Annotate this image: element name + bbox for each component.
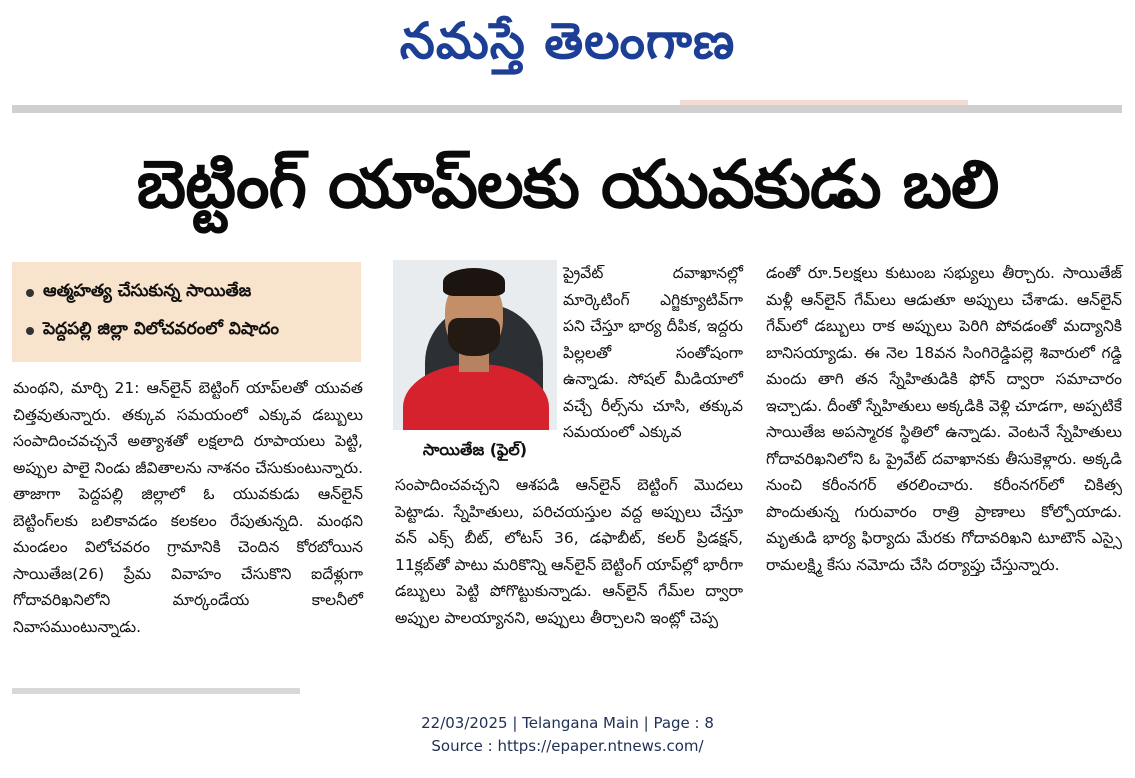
- masthead-divider: [12, 105, 1122, 113]
- highlights-box: [12, 262, 361, 362]
- highlight-item: [26, 312, 351, 350]
- article-paragraph: ప్రైవేట్ దవాఖానల్లో మార్కెటింగ్ ఎగ్జిక్యూటివ్‌గా పని చేస్తూ భార్య దీపిక, ఇద్దరు పిల్లలతో సంతోషంగా ఉన్నాడు. సోషల్ మీడియాలో వచ్చే రీల్స్‌ను చూసి, తక్కువ సమయంలో ఎక్కువ: [563, 264, 743, 441]
- bullet-icon: [26, 327, 34, 335]
- article-headline: బెట్టింగ్ యాప్‌లకు యువకుడు బలి: [136, 146, 999, 223]
- beard-shape: [448, 318, 500, 356]
- article-paragraph: మంథని, మార్చి 21: ఆన్‌లైన్ బెట్టింగ్ యాప్‌లతో యువత చిత్తవుతున్నారు. తక్కువ సమయంలో ఎక్కువ డబ్బులు సంపాదించవచ్చనే అత్యాశతో లక్షలాది రూపాయలు పెట్టి, అప్పుల పాలై నిండు జీవితాలను నాశనం చేసుకుంటున్నారు. తాజాగా పెద్దపల్లి జిల్లాలో ఓ యువకుడు ఆన్‌లైన్ బెట్టింగ్‌లకు బలికావడం కలకలం రేపుతున్నది. మంథని మండలం విలోచవరం గ్రామానికి చెందిన కోరబోయిన సాయితేజ(26) ప్రేమ వివాహం చేసుకొని ఐదేళ్లుగా గోదావరిఖనిలోని మార్కండేయ కాలనీలో నివాసముంటున్నాడు.: [13, 379, 363, 636]
- bottom-divider: [12, 688, 300, 694]
- article-column-2-lower: [395, 472, 743, 631]
- highlight-text: ఆత్మహత్య చేసుకున్న సాయితేజ: [43, 281, 252, 301]
- footer-source-line: Source : https://epaper.ntnews.com/: [431, 737, 704, 755]
- page-footer: [0, 712, 1135, 758]
- highlight-item: [26, 274, 351, 312]
- article-paragraph: సంపాదించవచ్చని ఆశపడి ఆన్‌లైన్ బెట్టింగ్ మొదలు పెట్టాడు. స్నేహితులు, పరిచయస్తుల వద్ద అప్పులు చేస్తూ వన్ ఎక్స్ బీట్, లోటస్ 36, డఫాబీట్, కలర్ ప్రిడక్షన్, 11క్లబ్‌తో పాటు మరికొన్ని ఆన్‌లైన్ బెట్టింగ్ యాప్‌ల్లో భారీగా డబ్బులు పెట్టి పోగొట్టుకున్నాడు. ఆన్‌లైన్ గేమ్‌ల ద్వారా అప్పుల పాలయ్యానని, అప్పులు తీర్చాలని ఇంట్లో చెప్ప: [395, 476, 743, 627]
- hair-shape: [443, 268, 505, 296]
- article-paragraph: డంతో రూ.5లక్షలు కుటుంబ సభ్యులు తీర్చారు. సాయితేజ్ మళ్లీ ఆన్‌లైన్ గేమ్‌లు ఆడుతూ అప్పులు చేశాడు. ఆన్‌లైన్ గేమ్‌లో డబ్బులు రాక అప్పులు పెరిగి పోవడంతో మద్యానికి బానిసయ్యాడు. ఈ నెల 18వన సింగిరెడ్డిపల్లె శివారులో గడ్డి మందు తాగి తన స్నేహితుడికి ఫోన్ ద్వారా సమాచారం ఇచ్చాడు. దీంతో స్నేహితులు అక్కడికి వెళ్లి చూడగా, అప్పటికే సాయితేజ అపస్మారక స్థితిలో ఉన్నాడు. వెంటనే స్నేహితులు గోదావరిఖనిలోని ఓ ప్రైవేట్ దవాఖానకు తీసుకెళ్లారు. అక్కడి నుంచి కరీంనగర్ తరలించారు. కరీంనగర్‌లో చికిత్స పొందుతున్న గురువారం రాత్రి ప్రాణాలు కోల్పోయాడు. మృతుడి భార్య ఫిర్యాదు మేరకు గోదావరిఖని టూటౌన్ ఎస్సై రామలక్ష్మి కేసు నమోదు చేసి దర్యాప్తు చేస్తున్నారు.: [766, 264, 1122, 574]
- person-photo: [393, 260, 557, 430]
- article-column-3: [766, 260, 1122, 578]
- highlight-text: పెద్దపల్లి జిల్లా విలోచవరంలో విషాదం: [43, 319, 279, 339]
- photo-caption: సాయితేజ (ఫైల్): [422, 440, 528, 459]
- article-column-1: [13, 375, 363, 640]
- footer-date-line: 22/03/2025 | Telangana Main | Page : 8: [421, 714, 714, 732]
- article-column-2: [563, 260, 743, 446]
- bullet-icon: [26, 289, 34, 297]
- newspaper-masthead: నమస్తే తెలంగాణ: [399, 12, 736, 70]
